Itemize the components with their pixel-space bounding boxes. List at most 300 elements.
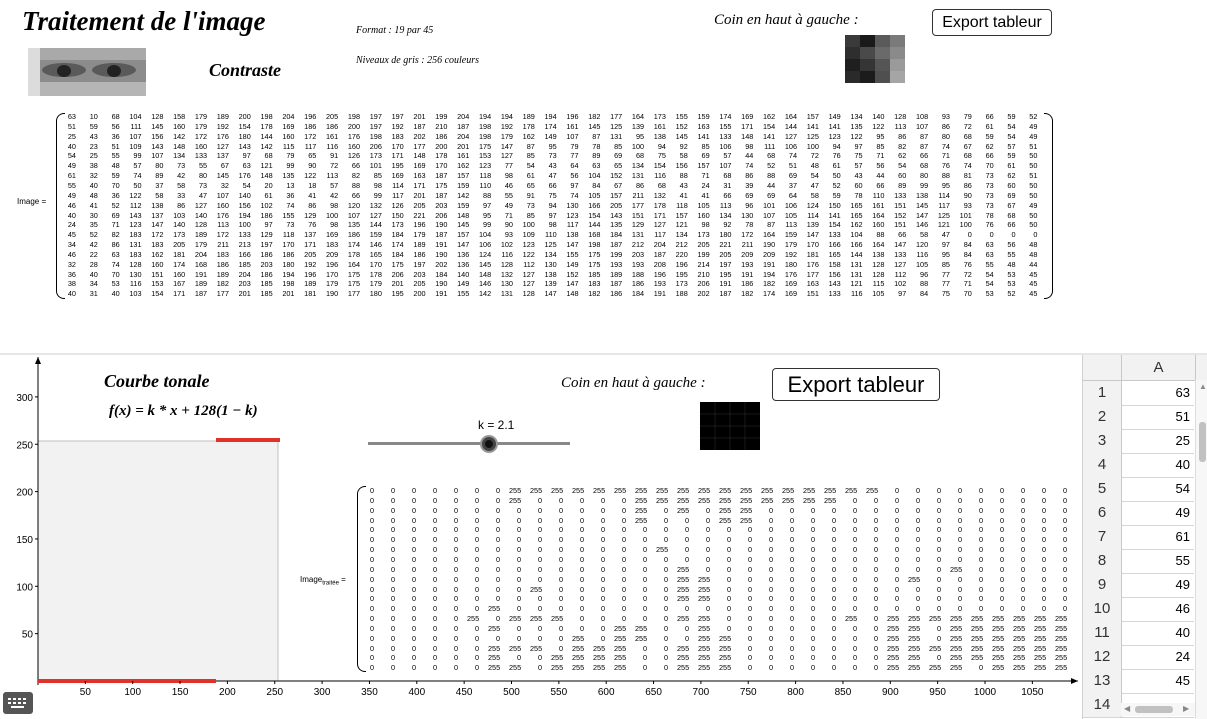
result-matrix-cell: 0 xyxy=(873,594,878,604)
cell-a3[interactable]: 25 xyxy=(1175,433,1190,448)
image-matrix-cell: 173 xyxy=(697,230,710,240)
result-matrix-cell: 255 xyxy=(908,653,921,663)
result-matrix-cell: 255 xyxy=(614,643,627,653)
result-matrix-cell: 0 xyxy=(642,564,647,574)
result-matrix-cell: 255 xyxy=(950,653,963,663)
result-matrix-cell: 255 xyxy=(971,614,984,624)
image-matrix-cell: 127 xyxy=(522,269,535,279)
spreadsheet-view[interactable] xyxy=(1082,355,1207,719)
image-matrix-cell: 125 xyxy=(937,210,950,220)
image-matrix-cell: 50 xyxy=(1029,151,1038,161)
image-matrix-cell: 131 xyxy=(631,171,645,181)
k-slider-track[interactable] xyxy=(368,442,570,445)
result-matrix-cell: 0 xyxy=(789,535,794,545)
result-matrix-cell: 0 xyxy=(642,594,647,604)
result-matrix-cell: 0 xyxy=(432,545,437,555)
image-matrix-cell: 131 xyxy=(850,269,863,279)
result-matrix-cell: 0 xyxy=(873,545,878,555)
result-matrix-cell: 0 xyxy=(663,574,668,584)
image-matrix-cell: 58 xyxy=(177,180,186,190)
image-matrix-cell: 154 xyxy=(588,210,601,220)
spreadsheet-row[interactable] xyxy=(1083,669,1194,694)
image-matrix-cell: 54 xyxy=(1007,121,1016,131)
image-matrix-cell: 196 xyxy=(675,259,688,269)
result-matrix-cell: 0 xyxy=(768,535,773,545)
image-matrix-cell: 77 xyxy=(941,269,950,279)
image-matrix-cell: 162 xyxy=(850,220,863,230)
result-matrix-cell: 255 xyxy=(488,643,501,653)
x-tick-label: 250 xyxy=(266,687,284,698)
image-matrix-cell: 99 xyxy=(483,220,492,230)
result-matrix-cell: 0 xyxy=(642,554,647,564)
result-matrix-cell: 0 xyxy=(453,486,458,495)
result-matrix-cell: 0 xyxy=(957,594,962,604)
result-matrix-cell: 0 xyxy=(957,515,962,525)
image-matrix-cell: 187 xyxy=(653,249,666,259)
image-matrix-cell: 148 xyxy=(741,131,754,141)
image-matrix-cell: 96 xyxy=(920,269,929,279)
image-matrix-cell: 203 xyxy=(238,279,251,289)
result-matrix-cell: 0 xyxy=(810,525,815,535)
image-matrix-cell: 76 xyxy=(963,259,972,269)
image-matrix-cell: 88 xyxy=(920,279,929,289)
result-matrix-cell: 0 xyxy=(894,594,899,604)
image-matrix-cell: 36 xyxy=(286,190,295,200)
image-matrix-cell: 97 xyxy=(854,141,863,151)
image-matrix-cell: 214 xyxy=(697,259,710,269)
image-matrix-cell: 93 xyxy=(941,112,950,121)
image-matrix-cell: 128 xyxy=(151,112,164,121)
image-matrix-cell: 135 xyxy=(282,171,295,181)
result-matrix-cell: 0 xyxy=(978,594,983,604)
image-matrix-cell: 59 xyxy=(111,171,120,181)
image-matrix-cell: 42 xyxy=(89,240,98,250)
image-matrix-cell: 100 xyxy=(631,141,645,151)
column-header-a[interactable]: A xyxy=(1121,355,1196,380)
corner-preview-bottom xyxy=(700,402,760,450)
result-matrix-cell: 0 xyxy=(768,515,773,525)
image-matrix-cell: 145 xyxy=(457,220,470,230)
result-matrix-cell: 0 xyxy=(558,495,563,505)
image-matrix-cell: 159 xyxy=(457,200,470,210)
result-matrix-cell: 0 xyxy=(747,574,752,584)
image-matrix-cell: 130 xyxy=(544,259,557,269)
image-matrix-cell: 111 xyxy=(764,141,776,151)
image-matrix-cell: 142 xyxy=(478,289,492,299)
result-matrix-cell: 0 xyxy=(432,525,437,535)
image-matrix-cell: 202 xyxy=(435,259,448,269)
result-matrix-cell: 0 xyxy=(915,604,920,614)
result-matrix-cell: 0 xyxy=(852,495,857,505)
image-matrix-cell: 164 xyxy=(347,259,361,269)
result-matrix-cell: 0 xyxy=(831,663,836,673)
result-matrix-cell: 0 xyxy=(831,584,836,594)
image-matrix-cell: 88 xyxy=(876,230,885,240)
spreadsheet-row[interactable] xyxy=(1083,381,1194,406)
image-matrix-cell: 177 xyxy=(216,289,229,299)
result-matrix-cell: 255 xyxy=(593,653,606,663)
image-matrix-cell: 135 xyxy=(610,220,623,230)
image-matrix-cell: 48 xyxy=(810,161,819,171)
image-matrix-cell: 90 xyxy=(308,161,317,171)
image-matrix-cell: 133 xyxy=(719,131,732,141)
result-matrix-cell: 0 xyxy=(852,564,857,574)
image-matrix-cell: 174 xyxy=(544,121,557,131)
image-matrix-cell: 205 xyxy=(326,112,339,121)
image-matrix-cell: 112 xyxy=(129,200,142,210)
result-matrix-cell: 255 xyxy=(593,643,606,653)
image-matrix-cell: 118 xyxy=(479,171,492,181)
result-matrix-cell: 255 xyxy=(887,643,900,653)
image-matrix-cell: 59 xyxy=(985,131,994,141)
row-number[interactable]: 1 xyxy=(1083,381,1122,405)
image-matrix-cell: 145 xyxy=(478,259,492,269)
image-matrix-cell: 131 xyxy=(129,240,142,250)
image-matrix-cell: 107 xyxy=(151,151,164,161)
row-number[interactable]: 4 xyxy=(1083,453,1122,477)
spreadsheet-row[interactable] xyxy=(1083,597,1194,622)
result-matrix-cell: 0 xyxy=(999,545,1004,555)
image-matrix-cell: 160 xyxy=(151,259,164,269)
image-matrix-cell: 48 xyxy=(89,190,98,200)
result-matrix-cell: 0 xyxy=(873,653,878,663)
cell-a2[interactable]: 51 xyxy=(1175,409,1190,424)
result-matrix-cell: 0 xyxy=(579,623,584,633)
row-number[interactable]: 6 xyxy=(1083,501,1122,525)
image-matrix-cell: 51 xyxy=(67,121,76,131)
image-matrix-cell: 71 xyxy=(504,210,513,220)
result-matrix-cell: 0 xyxy=(663,663,668,673)
result-matrix-cell: 0 xyxy=(411,663,416,673)
image-matrix-cell: 98 xyxy=(548,220,557,230)
image-matrix-cell: 59 xyxy=(89,121,98,131)
cell-a6[interactable]: 49 xyxy=(1175,505,1190,520)
image-matrix-cell: 64 xyxy=(570,161,579,171)
result-matrix-cell: 0 xyxy=(852,623,857,633)
result-matrix-cell: 0 xyxy=(831,594,836,604)
result-matrix-cell: 0 xyxy=(516,535,521,545)
image-matrix-cell: 55 xyxy=(111,151,120,161)
result-matrix-cell: 0 xyxy=(411,515,416,525)
image-matrix-cell: 187 xyxy=(719,289,732,299)
result-matrix-cell: 0 xyxy=(411,584,416,594)
result-matrix-cell: 0 xyxy=(768,623,773,633)
result-matrix-cell: 0 xyxy=(474,604,479,614)
result-matrix-cell: 0 xyxy=(432,535,437,545)
image-matrix-cell: 158 xyxy=(173,112,186,121)
result-matrix-cell: 0 xyxy=(453,564,458,574)
image-matrix-cell: 183 xyxy=(151,240,164,250)
result-matrix-cell: 0 xyxy=(894,604,899,614)
result-matrix-cell: 255 xyxy=(698,653,711,663)
result-matrix-cell: 0 xyxy=(663,614,668,624)
result-matrix-cell: 0 xyxy=(621,604,626,614)
cell-a5[interactable]: 54 xyxy=(1175,481,1190,496)
image-matrix-cell: 185 xyxy=(238,259,251,269)
image-matrix-cell: 157 xyxy=(697,161,710,171)
result-matrix-cell: 255 xyxy=(530,643,543,653)
cell-a8[interactable]: 55 xyxy=(1175,553,1190,568)
spreadsheet-row[interactable] xyxy=(1083,645,1194,670)
image-matrix-cell: 140 xyxy=(872,112,885,121)
image-matrix-cell: 178 xyxy=(347,249,361,259)
cell-a4[interactable]: 40 xyxy=(1175,457,1190,472)
keyboard-icon[interactable] xyxy=(3,692,33,714)
image-matrix-cell: 86 xyxy=(941,121,950,131)
image-matrix-cell: 88 xyxy=(767,171,776,181)
result-matrix-cell: 0 xyxy=(432,663,437,673)
image-matrix-cell: 86 xyxy=(898,131,907,141)
result-matrix-cell: 0 xyxy=(432,495,437,505)
result-matrix-cell: 0 xyxy=(831,614,836,624)
k-slider-handle[interactable] xyxy=(480,435,498,453)
result-matrix-cell: 255 xyxy=(1034,623,1047,633)
spreadsheet-row[interactable] xyxy=(1083,477,1194,502)
result-matrix-cell: 0 xyxy=(936,594,941,604)
spreadsheet-row[interactable] xyxy=(1083,501,1194,526)
image-matrix-cell: 123 xyxy=(828,131,841,141)
image-matrix-cell: 34 xyxy=(67,240,76,250)
result-matrix-cell: 0 xyxy=(894,505,899,515)
result-matrix-cell: 255 xyxy=(992,614,1005,624)
result-matrix-cell: 255 xyxy=(1034,614,1047,624)
result-matrix-cell: 0 xyxy=(474,486,479,495)
image-matrix-cell: 176 xyxy=(216,131,229,141)
result-matrix-cell: 0 xyxy=(747,535,752,545)
spreadsheet-row[interactable] xyxy=(1083,525,1194,550)
result-matrix-cell: 0 xyxy=(558,594,563,604)
result-matrix-cell: 0 xyxy=(1041,574,1046,584)
result-matrix-cell: 0 xyxy=(579,495,584,505)
result-matrix-cell: 255 xyxy=(488,653,501,663)
image-matrix-cell: 54 xyxy=(985,279,994,289)
image-matrix-cell: 176 xyxy=(216,210,229,220)
row-number[interactable]: 11 xyxy=(1083,621,1122,645)
image-matrix-cell: 49 xyxy=(504,200,513,210)
result-matrix-cell: 0 xyxy=(705,545,710,555)
result-matrix-cell: 0 xyxy=(789,515,794,525)
result-matrix-cell: 255 xyxy=(509,495,522,505)
row-number[interactable]: 3 xyxy=(1083,429,1122,453)
image-matrix-cell: 179 xyxy=(194,112,208,121)
x-tick-label: 900 xyxy=(881,687,899,698)
image-matrix-cell: 57 xyxy=(330,180,339,190)
result-matrix-cell: 0 xyxy=(537,515,542,525)
spreadsheet-row[interactable] xyxy=(1083,453,1194,478)
result-matrix-cell: 0 xyxy=(495,614,500,624)
image-matrix-cell: 160 xyxy=(872,220,885,230)
cell-a10[interactable]: 46 xyxy=(1175,601,1190,616)
image-matrix-cell: 184 xyxy=(391,230,404,240)
image-matrix-cell: 49 xyxy=(1029,131,1038,141)
image-matrix-cell: 35 xyxy=(89,220,98,230)
result-matrix-cell: 0 xyxy=(474,623,479,633)
scroll-left-icon[interactable]: ◀ xyxy=(1124,704,1131,713)
spreadsheet-row[interactable] xyxy=(1083,621,1194,646)
result-matrix-cell: 0 xyxy=(978,574,983,584)
image-matrix-cell: 24 xyxy=(701,180,710,190)
result-matrix-cell: 255 xyxy=(908,633,921,643)
result-matrix-cell: 0 xyxy=(537,495,542,505)
image-matrix-cell: 73 xyxy=(985,200,994,210)
result-matrix-cell: 0 xyxy=(600,604,605,614)
row-number[interactable]: 13 xyxy=(1083,669,1122,693)
cell-a13[interactable]: 45 xyxy=(1175,673,1190,688)
result-matrix-cell: 0 xyxy=(1020,495,1025,505)
result-matrix-cell: 0 xyxy=(579,584,584,594)
image-matrix-cell: 59 xyxy=(1007,151,1016,161)
cell-a11[interactable]: 40 xyxy=(1175,625,1190,640)
result-matrix-cell: 0 xyxy=(411,564,416,574)
image-matrix-cell: 65 xyxy=(614,161,623,171)
corner-pixel xyxy=(890,71,905,83)
image-matrix-cell: 45 xyxy=(67,230,76,240)
image-matrix-cell: 182 xyxy=(588,112,601,121)
row-number[interactable]: 7 xyxy=(1083,525,1122,549)
row-number[interactable]: 10 xyxy=(1083,597,1122,621)
spreadsheet-row[interactable] xyxy=(1083,429,1194,454)
result-matrix-cell: 0 xyxy=(1041,584,1046,594)
scroll-up-icon[interactable]: ▲ xyxy=(1199,382,1207,391)
image-matrix-cell: 31 xyxy=(723,180,732,190)
x-tick-label: 400 xyxy=(408,687,426,698)
image-matrix-cell: 121 xyxy=(850,279,863,289)
result-matrix-cell: 255 xyxy=(908,623,921,633)
result-matrix-cell: 0 xyxy=(978,554,983,564)
image-matrix-cell: 161 xyxy=(566,121,579,131)
result-matrix-cell: 0 xyxy=(978,545,983,555)
result-matrix-cell: 0 xyxy=(411,574,416,584)
image-matrix-cell: 85 xyxy=(876,141,885,151)
image-matrix-cell: 192 xyxy=(784,249,798,259)
image-matrix-cell: 160 xyxy=(347,141,361,151)
image-matrix-cell: 43 xyxy=(854,171,863,181)
result-matrix-cell: 0 xyxy=(369,604,374,614)
result-matrix-cell: 0 xyxy=(894,535,899,545)
result-matrix-cell: 0 xyxy=(747,554,752,564)
image-matrix-cell: 72 xyxy=(963,269,972,279)
result-matrix-cell: 0 xyxy=(936,505,941,515)
result-matrix-cell: 0 xyxy=(432,653,437,663)
result-matrix-cell: 0 xyxy=(474,545,479,555)
result-matrix-cell: 255 xyxy=(929,614,942,624)
corner-pixel xyxy=(875,35,890,47)
result-matrix-cell: 0 xyxy=(495,515,500,525)
horizontal-scrollbar[interactable] xyxy=(1121,703,1195,716)
image-matrix-cell: 134 xyxy=(719,210,732,220)
cell-a1[interactable]: 63 xyxy=(1175,385,1190,400)
result-matrix-cell: 255 xyxy=(677,564,690,574)
row-number[interactable]: 5 xyxy=(1083,477,1122,501)
row-number[interactable]: 8 xyxy=(1083,549,1122,573)
scroll-right-icon[interactable]: ▶ xyxy=(1183,704,1190,713)
eyes-thumbnail[interactable] xyxy=(28,48,146,96)
image-matrix-cell: 190 xyxy=(435,279,448,289)
image-matrix-cell: 63 xyxy=(242,161,251,171)
image-matrix-cell: 89 xyxy=(155,171,164,181)
image-matrix-cell: 142 xyxy=(457,190,470,200)
result-matrix-cell: 0 xyxy=(516,574,521,584)
image-matrix-cell: 99 xyxy=(286,161,295,171)
result-matrix-cell: 0 xyxy=(789,584,794,594)
result-matrix-cell: 0 xyxy=(369,633,374,643)
result-matrix-cell: 0 xyxy=(1020,486,1025,495)
image-matrix-cell: 184 xyxy=(631,289,645,299)
cell-a9[interactable]: 49 xyxy=(1175,577,1190,592)
result-matrix-cell: 0 xyxy=(663,643,668,653)
result-matrix-cell: 0 xyxy=(852,515,857,525)
vertical-scrollbar[interactable] xyxy=(1195,380,1207,719)
image-matrix-cell: 148 xyxy=(478,269,492,279)
image-matrix-cell: 204 xyxy=(653,240,666,250)
result-matrix-cell: 255 xyxy=(677,584,690,594)
row-number[interactable]: 14 xyxy=(1083,693,1122,717)
image-matrix-cell: 50 xyxy=(1029,210,1038,220)
result-matrix-cell: 0 xyxy=(768,653,773,663)
image-matrix-cell: 190 xyxy=(763,240,776,250)
result-matrix-cell: 0 xyxy=(1020,574,1025,584)
image-matrix-cell: 63 xyxy=(67,112,76,121)
vertical-scroll-thumb[interactable] xyxy=(1199,422,1206,462)
image-matrix-cell: 40 xyxy=(67,210,76,220)
y-tick-label: 150 xyxy=(16,534,33,546)
result-matrix-cell: 255 xyxy=(572,643,585,653)
result-matrix-cell: 255 xyxy=(509,614,522,624)
image-matrix-cell: 18 xyxy=(308,180,317,190)
image-matrix-cell: 52 xyxy=(1029,112,1038,121)
image-matrix-cell: 128 xyxy=(500,259,513,269)
x-tick-label: 50 xyxy=(79,687,91,698)
result-matrix-cell: 0 xyxy=(390,545,395,555)
cell-a12[interactable]: 24 xyxy=(1175,649,1190,664)
spreadsheet-row[interactable] xyxy=(1083,573,1194,598)
image-matrix-cell: 95 xyxy=(483,210,492,220)
result-matrix-cell: 0 xyxy=(957,545,962,555)
image-matrix-cell: 184 xyxy=(391,249,404,259)
image-matrix-cell: 147 xyxy=(806,230,819,240)
result-matrix-cell: 0 xyxy=(453,663,458,673)
result-matrix-cell: 0 xyxy=(978,663,983,673)
image-matrix-cell: 191 xyxy=(435,240,448,250)
image-matrix-cell: 68 xyxy=(1007,210,1016,220)
image-matrix-cell: 138 xyxy=(544,269,557,279)
image-matrix-cell: 173 xyxy=(653,112,666,121)
result-matrix-cell: 0 xyxy=(705,515,710,525)
image-matrix-cell: 55 xyxy=(198,161,208,171)
horizontal-scroll-thumb[interactable] xyxy=(1135,706,1173,713)
spreadsheet-row[interactable] xyxy=(1083,405,1194,430)
image-matrix-cell: 105 xyxy=(784,210,798,220)
image-matrix-cell: 183 xyxy=(129,230,142,240)
export-button-top[interactable]: Export tableur xyxy=(932,9,1052,36)
row-number[interactable]: 12 xyxy=(1083,645,1122,669)
image-matrix-cell: 61 xyxy=(1007,161,1016,171)
image-matrix-cell: 132 xyxy=(653,190,666,200)
spreadsheet-row[interactable] xyxy=(1083,549,1194,574)
row-number[interactable]: 9 xyxy=(1083,573,1122,597)
image-matrix-cell: 198 xyxy=(347,112,361,121)
image-matrix-cell: 194 xyxy=(238,210,251,220)
row-number[interactable]: 2 xyxy=(1083,405,1122,429)
result-matrix-cell: 0 xyxy=(600,584,605,594)
cell-a7[interactable]: 61 xyxy=(1175,529,1190,544)
export-button-bottom[interactable]: Export tableur xyxy=(772,368,940,401)
image-matrix-cell: 212 xyxy=(675,240,688,250)
image-matrix-cell: 163 xyxy=(413,171,426,181)
result-matrix-cell: 0 xyxy=(873,574,878,584)
image-matrix-cell: 172 xyxy=(151,230,164,240)
image-matrix-cell: 70 xyxy=(963,289,972,299)
